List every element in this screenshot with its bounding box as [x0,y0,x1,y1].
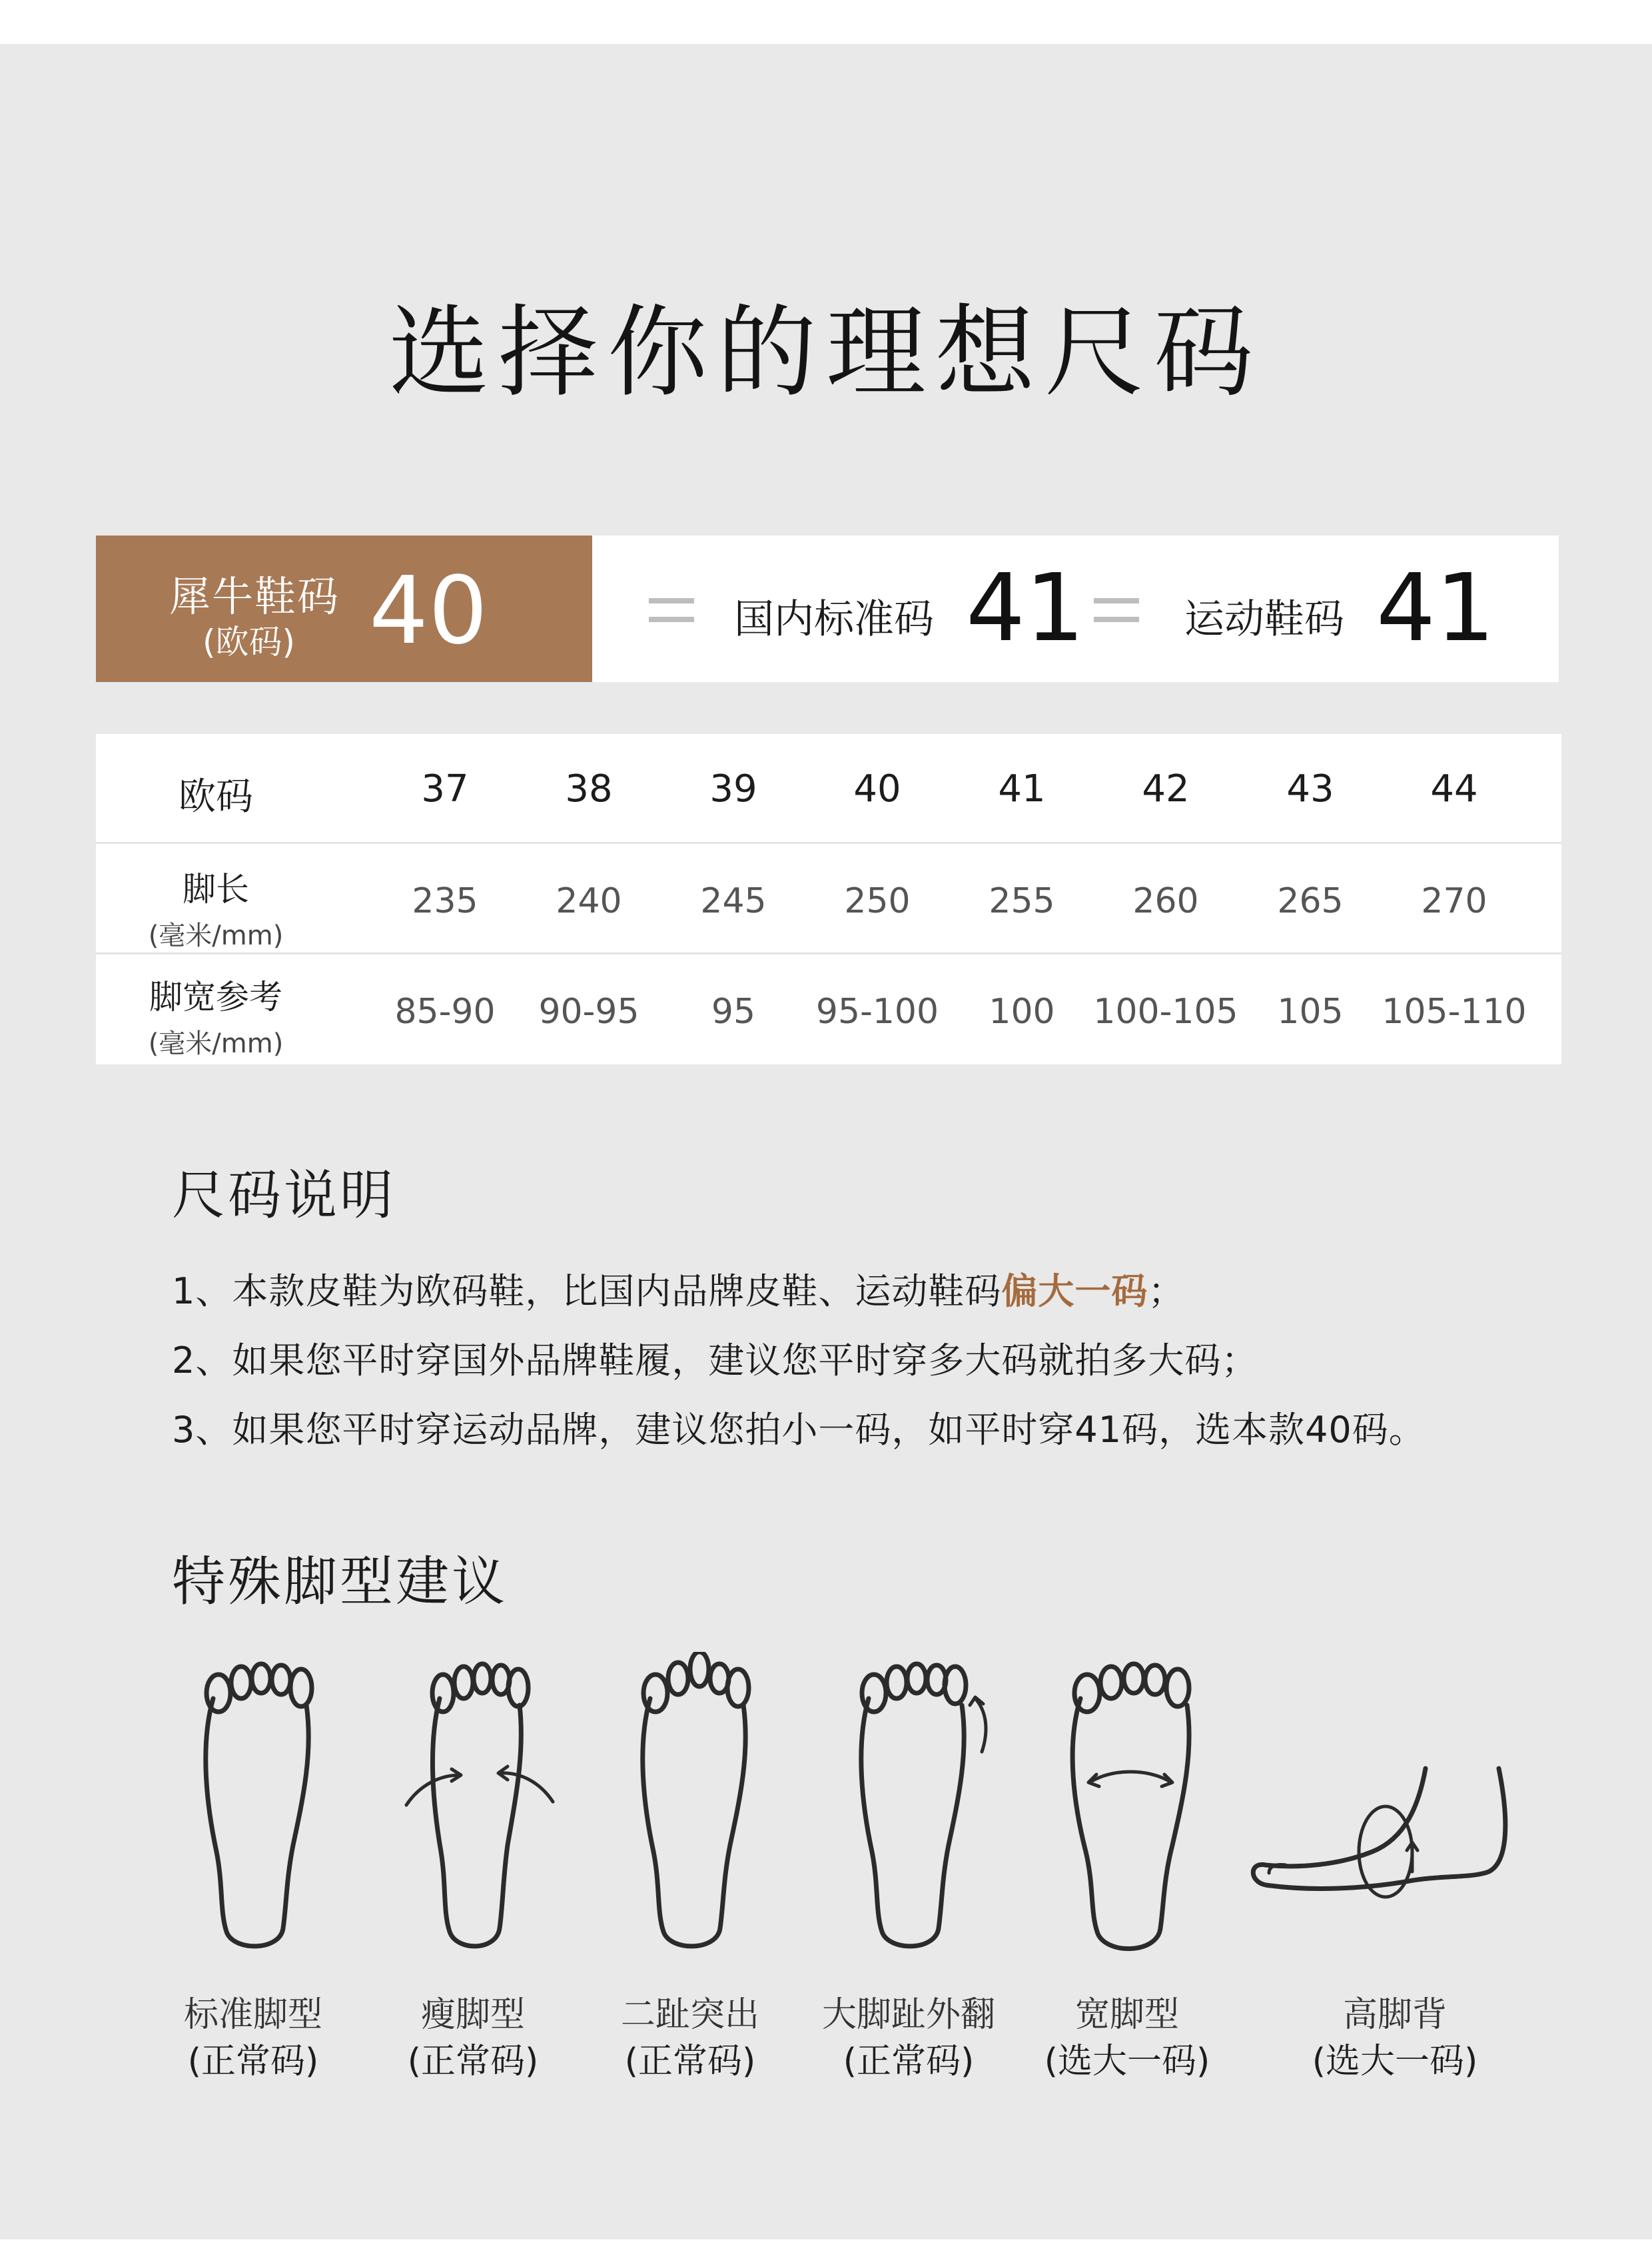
table-row-foot-length [96,844,1561,953]
table-cell: 235 [412,881,478,921]
caption-advice: (正常码) [843,2042,975,2081]
table-cell: 42 [1142,767,1190,811]
table-cell: 43 [1286,767,1334,811]
table-cell: 240 [556,881,622,921]
table-cell: 105-110 [1382,992,1527,1032]
domestic-size-label: 国内标准码 [734,596,934,643]
table-cell: 100-105 [1093,992,1238,1032]
foot-wide-icon [1072,1664,1189,1949]
foot-types-heading: 特殊脚型建议 [172,1551,508,1613]
table-cell: 40 [853,767,901,811]
table-cell: 39 [709,767,757,811]
row-label-eu-size: 欧码 [179,775,253,819]
table-cell: 255 [989,881,1055,921]
table-cell: 95-100 [815,992,939,1032]
row-label-foot-width: 脚宽参考 (毫米/mm) [148,978,284,1059]
caption-name: 标准脚型 [183,1995,322,2035]
equals-icon [1094,594,1139,623]
brand-size-value: 40 [369,557,488,665]
table-cell: 44 [1430,767,1478,811]
size-note-3: 3、如果您平时穿运动品牌，建议您拍小一码，如平时穿41码，选本款40码。 [172,1409,1426,1451]
foot-bunion-icon [861,1664,986,1946]
size-note-1 [172,1263,1184,1314]
size-conversion-banner [96,536,1559,682]
table-cell: 260 [1132,881,1199,921]
foot-high-instep-icon [1253,1768,1505,1897]
table-cell: 245 [700,881,767,921]
sport-size-value: 41 [1376,554,1495,663]
foot-caption-bunion [802,1992,1015,2085]
foot-second-toe-icon [643,1652,749,1946]
table-cell: 270 [1421,881,1487,921]
caption-name: 瘦脚型 [420,1995,525,2035]
table-cell: 105 [1277,992,1344,1032]
foot-caption-wide [1021,1992,1234,2085]
size-table [96,734,1561,1064]
sport-size-label: 运动鞋码 [1184,596,1344,643]
row-label-foot-length: 脚长 (毫米/mm) [148,870,284,951]
caption-advice: (选大一码) [1044,2042,1210,2081]
table-cell: 265 [1277,881,1344,921]
foot-caption-second-toe [584,1992,797,2085]
brand-size-block [96,536,592,682]
foot-illustrations [0,1652,1652,1958]
equals-icon [649,594,694,623]
table-cell: 95 [711,992,756,1032]
note-text: 1、本款皮鞋为欧码鞋，比国内品牌皮鞋、运动鞋码 [172,1270,1002,1312]
caption-name: 高脚背 [1342,1995,1447,2035]
table-row-eu-size [96,734,1561,843]
brand-size-sub: (欧码) [203,623,296,661]
size-note-2: 2、如果您平时穿国外品牌鞋履，建议您平时穿多大码就拍多大码； [172,1339,1258,1381]
foot-caption-thin [366,1992,580,2085]
table-cell: 38 [565,767,613,811]
foot-standard-icon [206,1664,312,1946]
foot-caption-high-instep [1288,1992,1501,2085]
domestic-size-value: 41 [966,554,1085,663]
foot-caption-standard [147,1992,360,2085]
table-row-foot-width [96,954,1561,1064]
table-cell: 100 [989,992,1055,1032]
page-title: 选择你的理想尺码 [388,295,1263,411]
size-notes-heading: 尺码说明 [172,1164,396,1226]
caption-advice: (选大一码) [1312,2042,1478,2081]
caption-advice: (正常码) [624,2042,756,2081]
table-cell: 37 [421,767,469,811]
note-highlight: 偏大一码 [1001,1270,1148,1312]
brand-size-label: 犀牛鞋码 [169,572,340,621]
note-text: ； [1148,1270,1185,1312]
caption-advice: (正常码) [407,2042,539,2081]
table-cell: 90-95 [538,992,639,1032]
table-cell: 250 [844,881,911,921]
foot-thin-icon [406,1664,553,1946]
table-cell: 85-90 [394,992,496,1032]
table-cell: 41 [998,767,1046,811]
caption-name: 宽脚型 [1074,1995,1179,2035]
caption-name: 二趾突出 [620,1995,759,2035]
caption-advice: (正常码) [187,2042,319,2081]
caption-name: 大脚趾外翻 [821,1995,995,2035]
